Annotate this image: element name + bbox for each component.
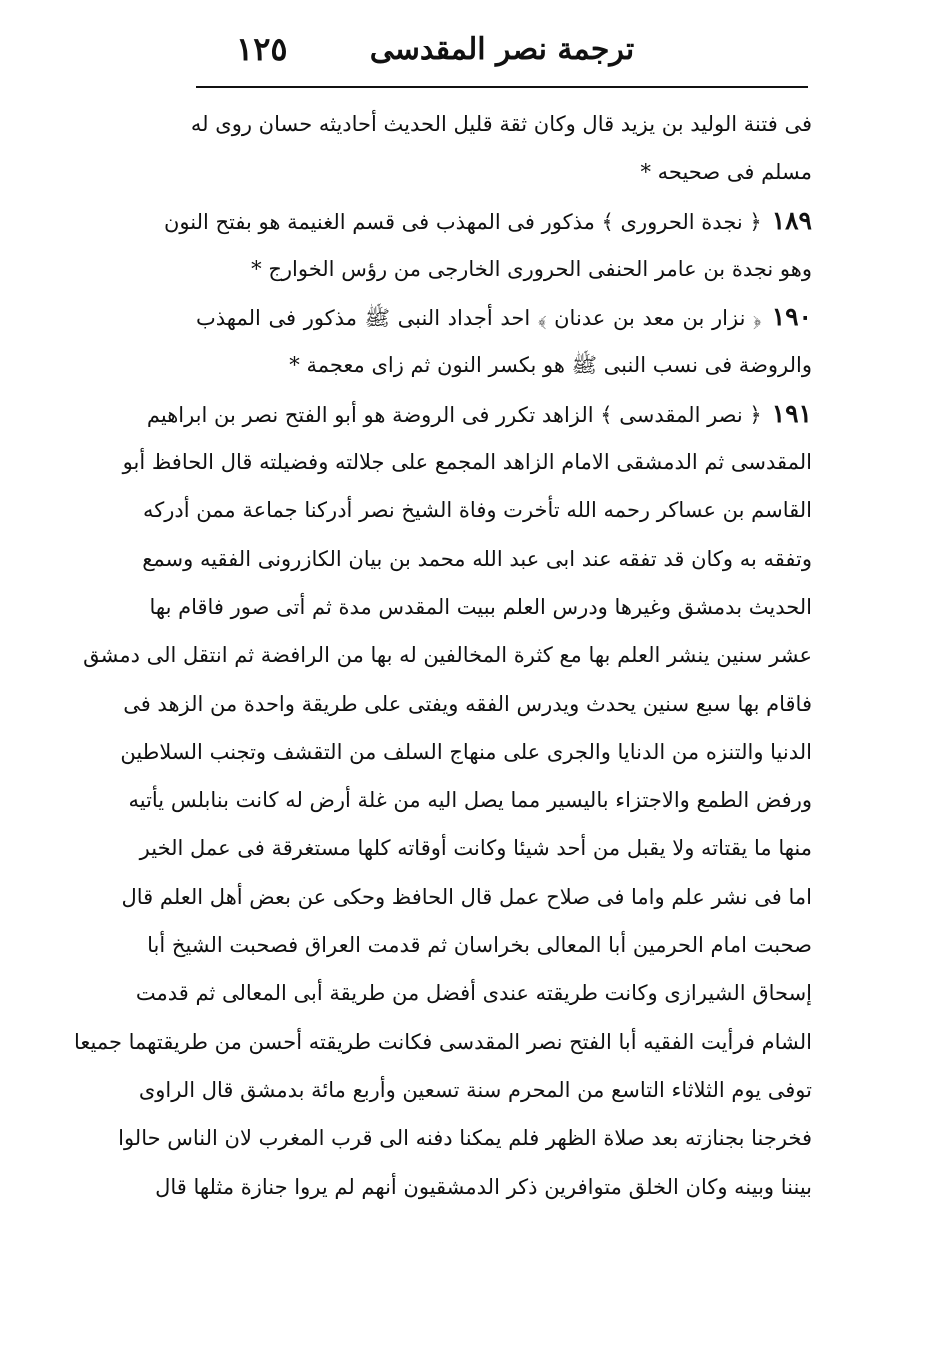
- line-text: اما فى نشر علم واما فى صلاح عمل قال الحافظ وحكى عن بعض أهل العلم قال: [121, 884, 812, 909]
- line-text: صحبت امام الحرمين أبا المعالى بخراسان ثم قدمت العراق فصحبت الشيخ أبا: [147, 933, 812, 958]
- text-line: [121, 873, 812, 921]
- text-line: [123, 680, 812, 728]
- entry-first-line: [146, 390, 812, 438]
- line-text: الشام فرأيت الفقيه أبا الفتح نصر المقدسى فكانت طريقته أحسن من طريقتهما جميعا: [73, 1029, 812, 1054]
- entry-first-line: [196, 293, 812, 341]
- text-line: [135, 969, 812, 1017]
- text-line: [128, 776, 812, 824]
- line-text: الحديث بدمشق وغيرها ودرس العلم ببيت المقدس مدة ثم أتى صور فاقام بها: [149, 594, 812, 619]
- text-line: [143, 486, 812, 534]
- line-text: فخرجنا بجنازته بعد صلاة الظهر فلم يمكنا دفنه الى قرب المغرب لان الناس حالوا: [118, 1126, 812, 1151]
- line-text: القاسم بن عساكر رحمه الله تأخرت وفاة الشيخ نصر أدركنا جماعة ممن أدركه: [143, 498, 812, 523]
- body-text: [73, 100, 812, 1211]
- line-text: والروضة فى نسب النبى ﷺ هو بكسر النون ثم زاى معجمة *: [289, 353, 812, 378]
- page-header: [196, 28, 808, 84]
- entry-number: ١٩٠: [771, 302, 812, 332]
- page-number: ١٢٥: [236, 30, 288, 68]
- text-line: [196, 245, 812, 293]
- line-text: ﴿ نجدة الحرورى ﴾ مذكور فى المهذب فى قسم الغنيمة هو بفتح النون: [163, 209, 762, 234]
- line-text: وهو نجدة بن عامر الحنفى الحرورى الخارجى من رؤس الخوارج *: [251, 256, 812, 281]
- text-line: [196, 148, 812, 196]
- line-text: منها ما يقتاته ولا يقبل من أحد شيئا وكانت أوقاته كلها مستغرقة فى عمل الخير: [139, 836, 812, 861]
- running-title: ترجمة نصر المقدسی: [369, 32, 635, 67]
- text-line: [139, 824, 812, 872]
- text-line: [142, 535, 812, 583]
- text-line: [120, 728, 812, 776]
- text-line: [138, 1066, 812, 1114]
- line-text: مسلم فى صحيحه *: [640, 160, 812, 185]
- text-line: [196, 341, 812, 389]
- line-text: فاقام بها سبع سنين يحدث ويدرس الفقه ويفتى على طريقة واحدة من الزهد فى: [123, 691, 812, 716]
- text-line: [118, 1114, 812, 1162]
- entry-number: ١٨٩: [771, 205, 812, 235]
- line-text: الدنيا والتنزه من الدنايا والجرى على منهاج السلف من التقشف وتجنب السلاطين: [120, 739, 812, 764]
- line-text: المقدسى ثم الدمشقى الامام الزاهد المجمع على جلالته وفضيلته قال الحافظ أبو: [122, 450, 812, 475]
- line-text: فى فتنة الوليد بن يزيد قال وكان ثقة قليل الحديث أحاديثه حسان روى له: [190, 112, 812, 136]
- entry-number: ١٩١: [771, 398, 812, 428]
- text-line: [190, 100, 812, 148]
- line-text: وتفقه به وكان قد تفقه عند ابى عبد الله محمد بن بيان الكازرونى الفقيه وسمع: [142, 546, 812, 571]
- line-text: توفى يوم الثلاثاء التاسع من المحرم سنة تسعين وأربع مائة بدمشق قال الراوى: [138, 1077, 812, 1102]
- line-text: ﴿ نزار بن معد بن عدنان ﴾ احد أجداد النبى ﷺ مذكور فى المهذب: [196, 306, 762, 331]
- entry-first-line: [163, 197, 812, 245]
- text-line: [147, 921, 812, 969]
- text-line: [122, 438, 812, 486]
- text-line: [73, 1018, 812, 1066]
- line-text: ﴿ نصر المقدسى ﴾ الزاهد تكرر فى الروضة هو أبو الفتح نصر بن ابراهيم: [146, 402, 762, 427]
- line-text: ورفض الطمع والاجتزاء باليسير مما يصل اليه من غلة أرض له كانت بنابلس يأتيه: [128, 788, 812, 813]
- header-rule: [196, 86, 808, 88]
- line-text: عشر سنين ينشر العلم بها مع كثرة المخالفين له بها من الرافضة ثم انتقل الى دمشق: [83, 643, 812, 668]
- line-text: إسحاق الشيرازى وكانت طريقته عندى أفضل من طريقة أبى المعالى ثم قدمت: [135, 981, 812, 1006]
- text-line: [149, 583, 812, 631]
- line-text: بيننا وبينه وكان الخلق متوافرين ذكر الدمشقيون أنهم لم يروا جنازة مثلها قال: [155, 1174, 812, 1199]
- text-line: [83, 631, 812, 679]
- text-line: [155, 1163, 812, 1211]
